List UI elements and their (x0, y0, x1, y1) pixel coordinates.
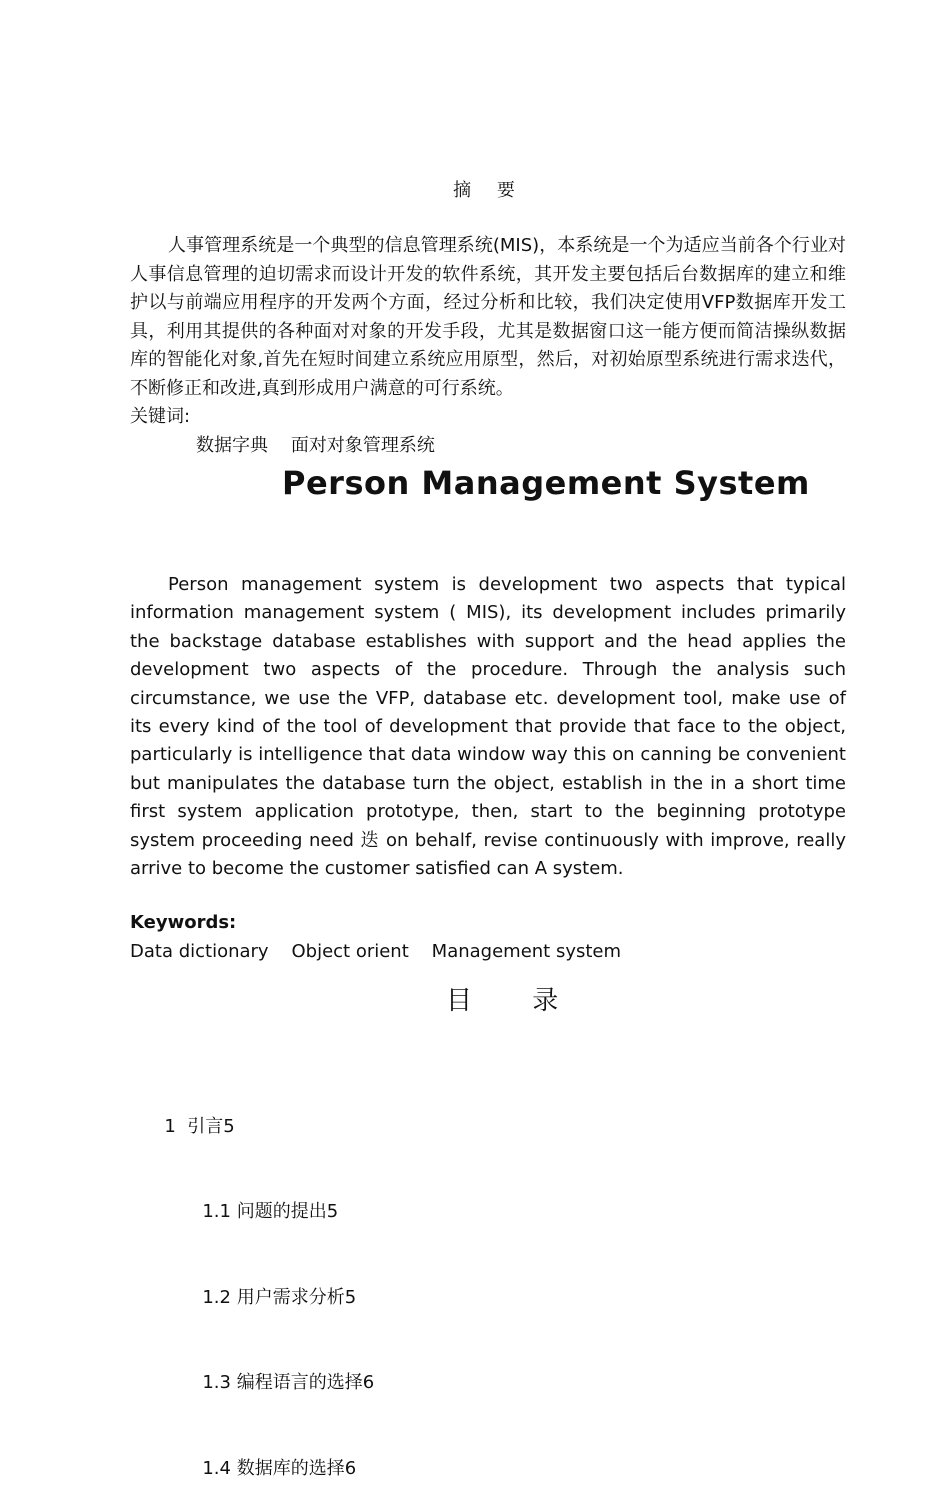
toc-entry-page: 5 (344, 1286, 357, 1308)
toc-entry-number: 1.3 (202, 1372, 231, 1393)
toc-entry-page: 5 (223, 1115, 235, 1137)
toc-entry-title: 问题的提出 (236, 1201, 327, 1222)
keywords-cn-values: 数据字典 面对对象管理系统 (196, 435, 435, 456)
toc-title: 目 录 (446, 986, 585, 1016)
abstract-cn-body: 人事管理系统是一个典型的信息管理系统(MIS)，本系统是一个为适应当前各个行业对人事信息管理的迫切需求而设计开发的软件系统，其开发主要包括后台数据库的建立和维护以与前端应用程序的开发两个方面，经过分析和比较，我们决定使用VFP数据库开发工具，利用其提供的各种面对对象的开发手段，尤其是数据窗口这一能方便而简洁操纵数据库的智能化对象,首先在短时间建立系统应用原型，然后，对初始原型系统进行需求迭代，不断修正和改进,真到形成用户满意的可行系统。 (130, 235, 846, 399)
abstract-en-body: Person management system is development two aspects that typical information management system ( MIS), its development includes primarily the backstage database establishes with support and the head applies the development two aspects of the procedure. Through the analysis such circumstance, we use the VFP, database etc. development tool, make use of its every kind of the tool of development that provide that face to the object, particularly is intelligence that data window way this on canning be convenient but manipulates the database turn the object, establish in the in a short time first system application prototype, then, start to the beginning prototype system proceeding need 迭 on behalf, revise continuously with improve, really arrive to become the customer satisfied can A system. (130, 574, 846, 880)
toc-entry[interactable] (130, 1084, 374, 1170)
toc-entry[interactable] (130, 1170, 374, 1256)
keywords-en-values: Data dictionary Object orient Management system (130, 941, 622, 962)
toc-entry-number: 1 (164, 1115, 176, 1137)
keywords-cn-label: 关键词: (130, 406, 191, 427)
toc-entry-number: 1.2 (202, 1286, 231, 1308)
abstract-en-title: Person Management System (282, 464, 810, 502)
toc-entry[interactable] (130, 1255, 374, 1341)
toc-entry-page: 6 (362, 1372, 375, 1393)
keywords-en-label: Keywords: (130, 912, 237, 933)
toc-entry-title: 数据库的选择 (236, 1457, 345, 1479)
toc-entry-title: 引言 (187, 1115, 224, 1137)
toc-entry-page: 6 (344, 1457, 357, 1479)
toc-entry-page: 5 (326, 1201, 339, 1222)
toc-entry-number: 1.1 (202, 1201, 231, 1222)
table-of-contents (130, 1084, 374, 1512)
toc-entry[interactable] (130, 1341, 374, 1427)
toc-entry-title: 编程语言的选择 (236, 1372, 363, 1393)
toc-entry-number: 1.4 (202, 1457, 231, 1479)
toc-entry[interactable] (130, 1426, 374, 1512)
abstract-cn-title: 摘 要 (453, 180, 525, 201)
toc-entry-title: 用户需求分析 (236, 1286, 345, 1308)
